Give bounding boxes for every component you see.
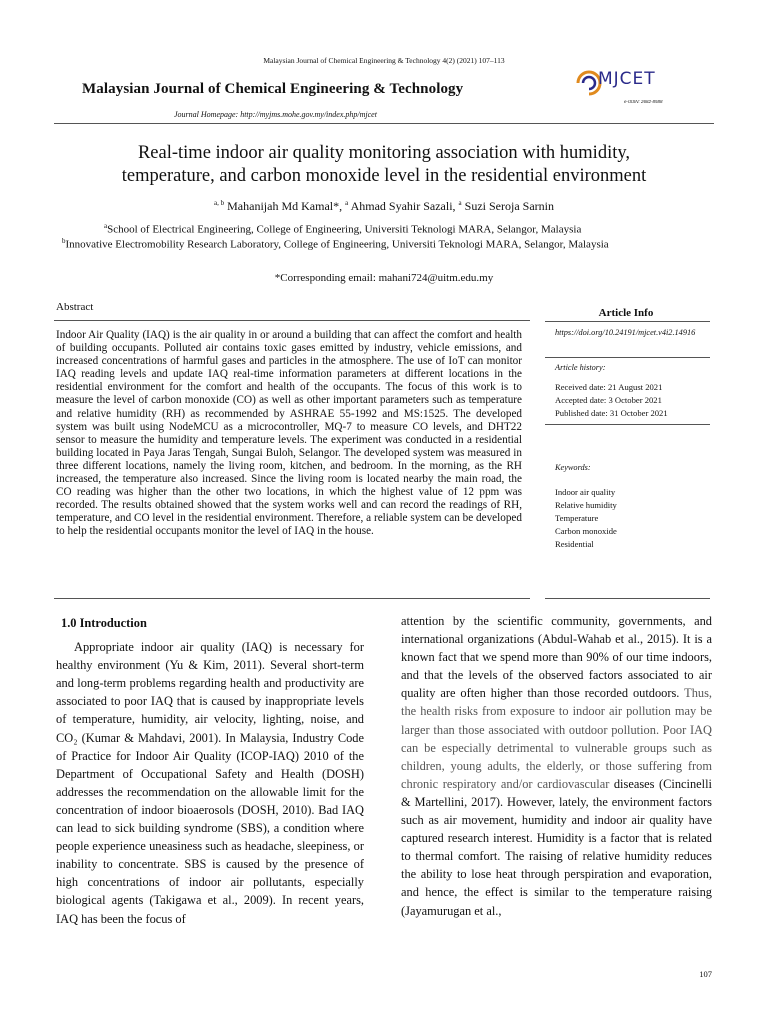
article-info-title: Article Info — [598, 307, 654, 319]
body-column-right — [401, 612, 712, 920]
intro-paragraph-left: Appropriate indoor air quality (IAQ) is necessary for healthy environment (Yu & Kim, 2011). Several short-term and long-term problems regarding health and productivity are associated to poor IAQ that is caused by inappropriate levels of temperature, humidity, air velocity, lighting, noise, and CO₂ (Kumar & Mahdavi, 2001). In Malaysia, Industry Code of Practice for Indoor Air Quality (ICOP-IAQ) 2010 of the Department of Occupational Safety and Health (DOSH) addresses the recommendation on the allowable limit for the concentration of indoor bioaerosols (DOSH, 2010). Bad IAQ can lead to sick building syndrome (SBS), a condition where people experience uneasiness such as headache, sleepiness, or inability to concentrate. SBS is caused by the presence of high concentrations of indoor air pollutants, especially biological agents (Takigawa et al., 2009). In recent years, IAQ has been the focus of — [56, 640, 364, 926]
header-divider — [54, 123, 714, 124]
author-1-affil-mark: a, b — [214, 199, 225, 207]
intro-text-part-3: diseases (Cincinelli & Martellini, 2017). However, lately, the environment factors such as air movement, humidity and indoor air quality have captured research interest. Humidity is a factor that is related to thermal comfort. The raising of relative humidity reduces the ability to lose heat through perspiration and evaporation, and hence, the effect is similar to the temperature raising (Jayamurugan et al., — [401, 776, 712, 918]
received-date: Received date: 21 August 2021 — [555, 382, 663, 392]
paper-title — [60, 142, 708, 188]
page-number: 107 — [699, 969, 712, 979]
keyword-item: Relative humidity — [555, 500, 617, 510]
journal-homepage[interactable]: Journal Homepage: http://myjms.mohe.gov.my/index.php/mjcet — [174, 110, 377, 119]
article-info-divider — [545, 321, 710, 322]
article-doi[interactable]: https://doi.org/10.24191/mjcet.v4i2.14916 — [555, 328, 696, 337]
affiliation-a — [104, 222, 581, 236]
author-1: Mahanijah Md Kamal*, — [227, 199, 343, 213]
affiliation-a-text: School of Electrical Engineering, College of Engineering, Universiti Teknologi MARA, Selangor, Malaysia — [107, 223, 582, 236]
author-list — [0, 199, 768, 214]
corresponding-email[interactable]: *Corresponding email: mahani724@uitm.edu.my — [274, 272, 494, 284]
abstract-text: Indoor Air Quality (IAQ) is the air quality in or around a building that can affect the comfort and health of building occupants. Polluted air contains toxic gases emitted by industry, vehicle emissions, and increased concentrations of harmful gases and particles in the atmosphere. The use of IoT can monitor IAQ reading levels and update IAQ real-time information parameters at different locations in the residential environment for the comfort and health of the occupants. The focus of this work is to measure the level of carbon monoxide (CO) as well as other important parameters such as temperature and relative humidity (RH) as recommended by ASHRAE 55-1992 and MS:1525. The developed system was built using NodeMCU as a microcontroller, MQ-7 to measure CO levels, and DHT22 sensor to measure the humidity and temperature levels. The experiment was conducted in a residential building located in Paya Jaras Tengah, Sungai Buloh, Selangor. The developed system was measured in three different locations, namely the living room, kitchen, and bedroom. In the morning, as the RH increased, the temperature also increased. Since the living room is located nearby the main road, the CO reading was higher than the other two locations, in which the highest value of 12 ppm was recorded. The results obtained showed that the system works well and can record the readings of RH, temperature, and CO level in the residential environment. Therefore, a reliable system can be developed to help the residential occupants monitor the level of IAQ in the house. — [56, 329, 522, 538]
author-2-affil-mark: a — [345, 199, 349, 207]
article-history-label: Article history: — [555, 363, 606, 372]
logo-text: MJCET — [598, 69, 656, 89]
journal-name: Malaysian Journal of Chemical Engineering & Technology — [82, 81, 464, 97]
abstract-divider-top — [54, 320, 530, 321]
affiliation-b-text: Innovative Electromobility Research Laboratory, College of Engineering, Universiti Teknologi MARA, Selangor, Malaysia — [65, 238, 609, 251]
article-info-divider — [545, 424, 710, 425]
title-line-1: Real-time indoor air quality monitoring association with humidity, — [137, 143, 631, 163]
keywords-label: Keywords: — [555, 463, 591, 472]
abstract-divider-bottom — [54, 598, 530, 599]
affiliation-b-mark: b — [62, 237, 66, 245]
intro-text-part-1: attention by the scientific community, governments, and international organizations (Abdul-Wahab et al., 2015). It is a known fact that we spend more than 90% of our time indoors, and that the levels of the observed factors associated to air quality are often higher than those recorded outdoors. — [401, 614, 712, 701]
article-info-divider — [545, 357, 710, 358]
author-3: Suzi Seroja Sarnin — [464, 199, 554, 213]
keyword-item: Indoor air quality — [555, 487, 616, 497]
author-2: Ahmad Syahir Sazali, — [350, 199, 456, 213]
affiliation-a-mark: a — [104, 222, 108, 230]
keyword-item: Carbon monoxide — [555, 526, 617, 536]
author-3-affil-mark: a — [458, 199, 462, 207]
article-info-divider — [545, 598, 710, 599]
abstract-label: Abstract — [56, 301, 94, 313]
logo-issn: e-ISSN: 2682-8588 — [624, 99, 663, 104]
body-column-left — [56, 614, 364, 928]
keyword-item: Residential — [555, 539, 594, 549]
title-line-2: temperature, and carbon monoxide level in the residential environment — [121, 166, 647, 186]
keyword-item: Temperature — [555, 513, 599, 523]
section-heading-introduction: 1.0 Introduction — [61, 616, 147, 630]
journal-logo — [574, 66, 684, 108]
journal-citation: Malaysian Journal of Chemical Engineering & Technology 4(2) (2021) 107–113 — [263, 56, 505, 65]
published-date: Published date: 31 October 2021 — [555, 408, 668, 418]
intro-text-part-2: Thus, the health risks from exposure to indoor air pollution may be larger than those associated with outdoor pollution. Poor IAQ can be especially detrimental to vulnerable groups such as children, young adults, the elderly, or those suffering from chronic respiratory and/or cardiovascular — [401, 686, 713, 791]
accepted-date: Accepted date: 3 October 2021 — [555, 395, 662, 405]
affiliation-b — [62, 237, 609, 251]
